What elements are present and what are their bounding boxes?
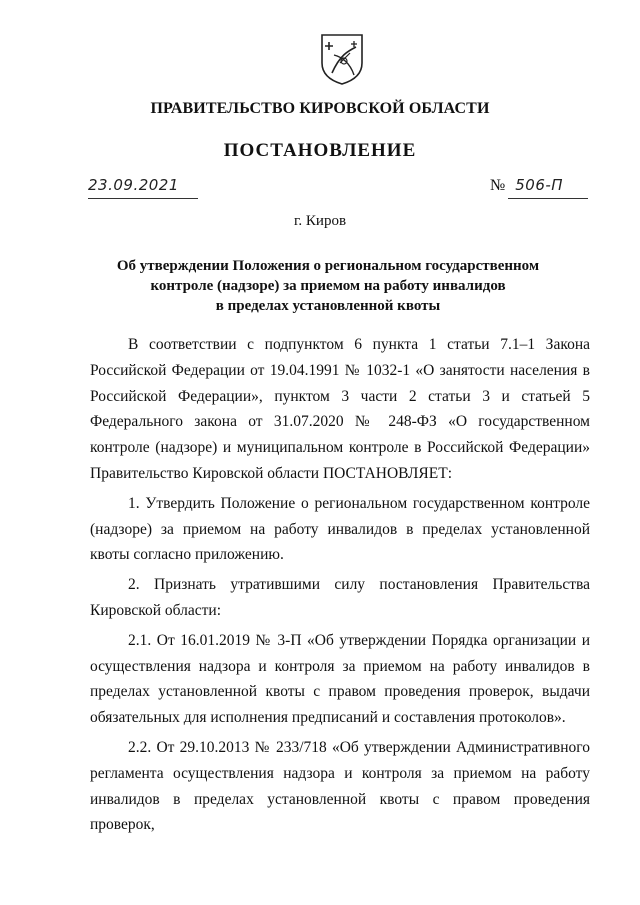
date-value: 23.09.2021	[88, 176, 179, 194]
number-label: №	[490, 177, 506, 194]
paragraph-1: 1. Утвердить Положение о региональном государственном контроле (надзоре) за приемом на работу инвалидов в пределах установленной квоты согласно приложению.	[90, 494, 590, 564]
city: г. Киров	[293, 213, 347, 229]
document-type: ПОСТАНОВЛЕНИЕ	[223, 140, 417, 161]
number-value: 506-П	[515, 176, 564, 194]
government-title: ПРАВИТЕЛЬСТВО КИРОВСКОЙ ОБЛАСТИ	[150, 100, 490, 117]
number-underline	[508, 198, 588, 199]
paragraph-2-2: 2.2. От 29.10.2013 № 233/718 «Об утверждении Административного регламента осуществления надзора и контроля за приемом на работу инвалидов в пределах установленной квоты с правом проведения проверок,	[90, 738, 590, 834]
date-underline	[88, 198, 198, 199]
subject-line: в пределах установленной квоты	[215, 298, 441, 314]
subject-line: Об утверждении Положения о региональном государственном	[116, 258, 540, 274]
document-subject	[108, 256, 548, 316]
subject-line: контроле (надзоре) за приемом на работу инвалидов	[150, 278, 506, 294]
paragraph-preamble: В соответствии с подпунктом 6 пункта 1 статьи 7.1–1 Закона Российской Федерации от 19.04.1991 № 1032-1 «О занятости населения в Российской Федерации», пунктом 3 части 2 статьи 3 и статьей 5 Федерального закона от 31.07.2020 № 248-ФЗ «О государственном контроле (надзоре) и муниципальном контроле в Российской Федерации» Правительство Кировской области ПОСТАНОВЛЯЕТ:	[90, 336, 590, 482]
document-date	[88, 176, 200, 200]
document-body	[90, 332, 590, 838]
document-number	[490, 176, 590, 200]
paragraph-2-1: 2.1. От 16.01.2019 № 3-П «Об утверждении Порядка организации и осуществления надзора и контроля за приемом на работу инвалидов в пределах установленной квоты с правом проведения проверок, выдачи обязательных для исполнения предписаний и составления протоколов».	[90, 631, 590, 727]
paragraph-2: 2. Признать утратившими силу постановления Правительства Кировской области:	[90, 576, 590, 619]
coat-of-arms-icon	[320, 33, 364, 85]
